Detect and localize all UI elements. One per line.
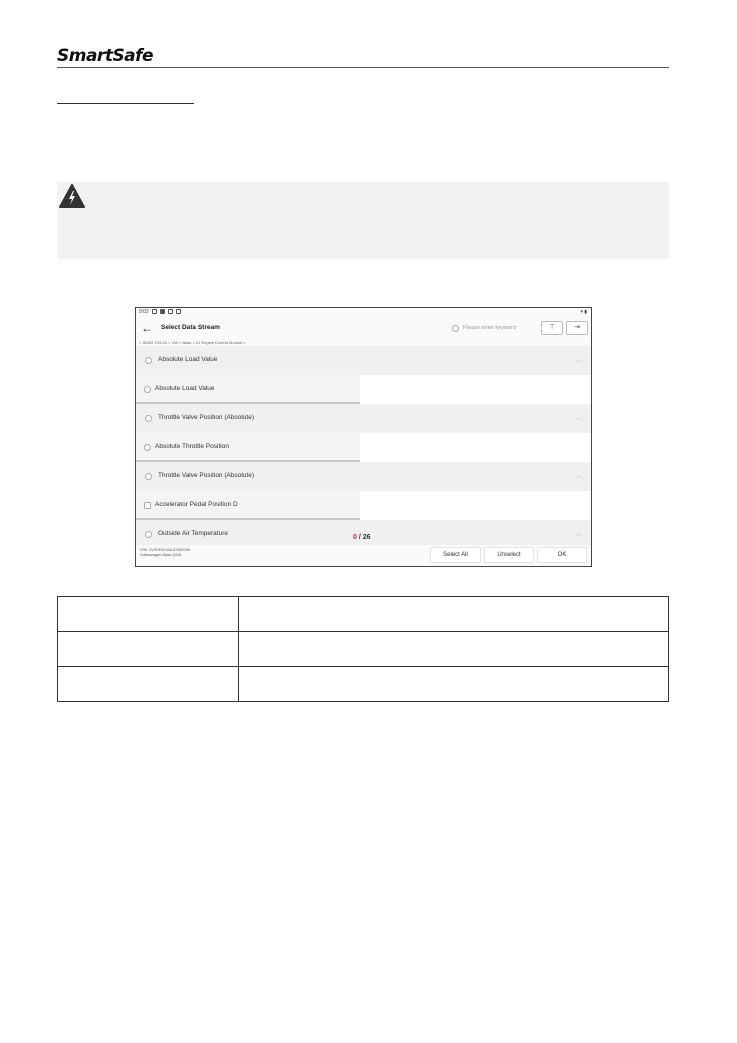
table-cell: [239, 597, 669, 632]
list-item[interactable]: [136, 433, 591, 462]
exit-button[interactable]: ⇥: [566, 321, 588, 335]
selected-count: 0: [353, 534, 357, 541]
vin-line: VIN: 1V2DR2CA6JC500005: [140, 547, 191, 552]
search-input[interactable]: [449, 322, 539, 334]
radio-button[interactable]: [145, 415, 152, 422]
group-row[interactable]: [136, 346, 591, 375]
status-time: 9:02: [139, 309, 149, 315]
chevron-up-icon[interactable]: ︿: [575, 529, 583, 538]
ok-button[interactable]: OK: [537, 547, 587, 563]
group-label: Outside Air Temperature: [158, 530, 228, 537]
bottom-bar: [136, 534, 591, 566]
list-item[interactable]: [136, 491, 591, 520]
group-label: Absolute Load Value: [158, 356, 218, 363]
tablet-screenshot: [135, 307, 592, 567]
usb-icon: [168, 309, 173, 314]
search-icon: [452, 325, 459, 332]
radio-button[interactable]: [144, 386, 151, 393]
header-rule: [57, 67, 669, 68]
table-cell: [58, 597, 239, 632]
group-row[interactable]: [136, 404, 591, 433]
unselect-button[interactable]: Unselect: [484, 547, 534, 563]
search-placeholder: Please enter keyword: [463, 325, 516, 331]
warning-lightning-icon: [59, 184, 85, 208]
breadcrumb: > SDAS V15.24 > VW > Atlas > 01 Engine Control Module >: [139, 340, 246, 345]
battery-wifi-icons: ▾ ▮: [580, 309, 587, 315]
back-arrow-icon[interactable]: ←: [141, 321, 153, 335]
title-bar: [136, 318, 591, 342]
vehicle-info: [140, 547, 190, 557]
total-count: / 26: [356, 534, 371, 541]
radio-button[interactable]: [145, 473, 152, 480]
chevron-up-icon[interactable]: ︿: [575, 413, 583, 422]
vehicle-line: Volkswagen Atlas 2018: [140, 552, 182, 557]
table-row: [58, 632, 669, 667]
vehicle-lift-button[interactable]: ⊤: [541, 321, 563, 335]
item-label: Absolute Throttle Position: [155, 443, 229, 450]
item-label: Absolute Load Value: [155, 385, 215, 392]
radio-button[interactable]: [145, 357, 152, 364]
item-label: Accelerator Pedal Position D: [155, 501, 238, 508]
radio-button[interactable]: [145, 531, 152, 538]
selection-counter: [353, 534, 371, 541]
chevron-up-icon[interactable]: ︿: [575, 355, 583, 364]
group-row[interactable]: [136, 462, 591, 491]
select-all-button[interactable]: Select All: [430, 547, 481, 563]
description-table: [57, 596, 669, 702]
data-stream-list: [136, 346, 591, 549]
radio-button[interactable]: [144, 444, 151, 451]
status-bar: [136, 308, 591, 317]
list-item[interactable]: [136, 375, 591, 404]
table-row: [58, 667, 669, 702]
status-icons: [152, 309, 181, 314]
sync-icon: [176, 309, 181, 314]
group-label: Throttle Valve Position (Absolute): [158, 472, 254, 479]
checkbox[interactable]: [144, 502, 151, 509]
table-cell: [58, 632, 239, 667]
chevron-up-icon[interactable]: ︿: [575, 471, 583, 480]
app-icon: [160, 309, 165, 314]
table-cell: [239, 667, 669, 702]
table-cell: [239, 632, 669, 667]
section-heading-underline: [57, 103, 194, 104]
page-title: Select Data Stream: [161, 324, 220, 331]
smartsafe-logo: SmartSafe: [57, 46, 154, 66]
table-cell: [58, 667, 239, 702]
warning-box: [57, 182, 669, 259]
group-label: Throttle Valve Position (Absolute): [158, 414, 254, 421]
table-row: [58, 597, 669, 632]
notification-icon: [152, 309, 157, 314]
